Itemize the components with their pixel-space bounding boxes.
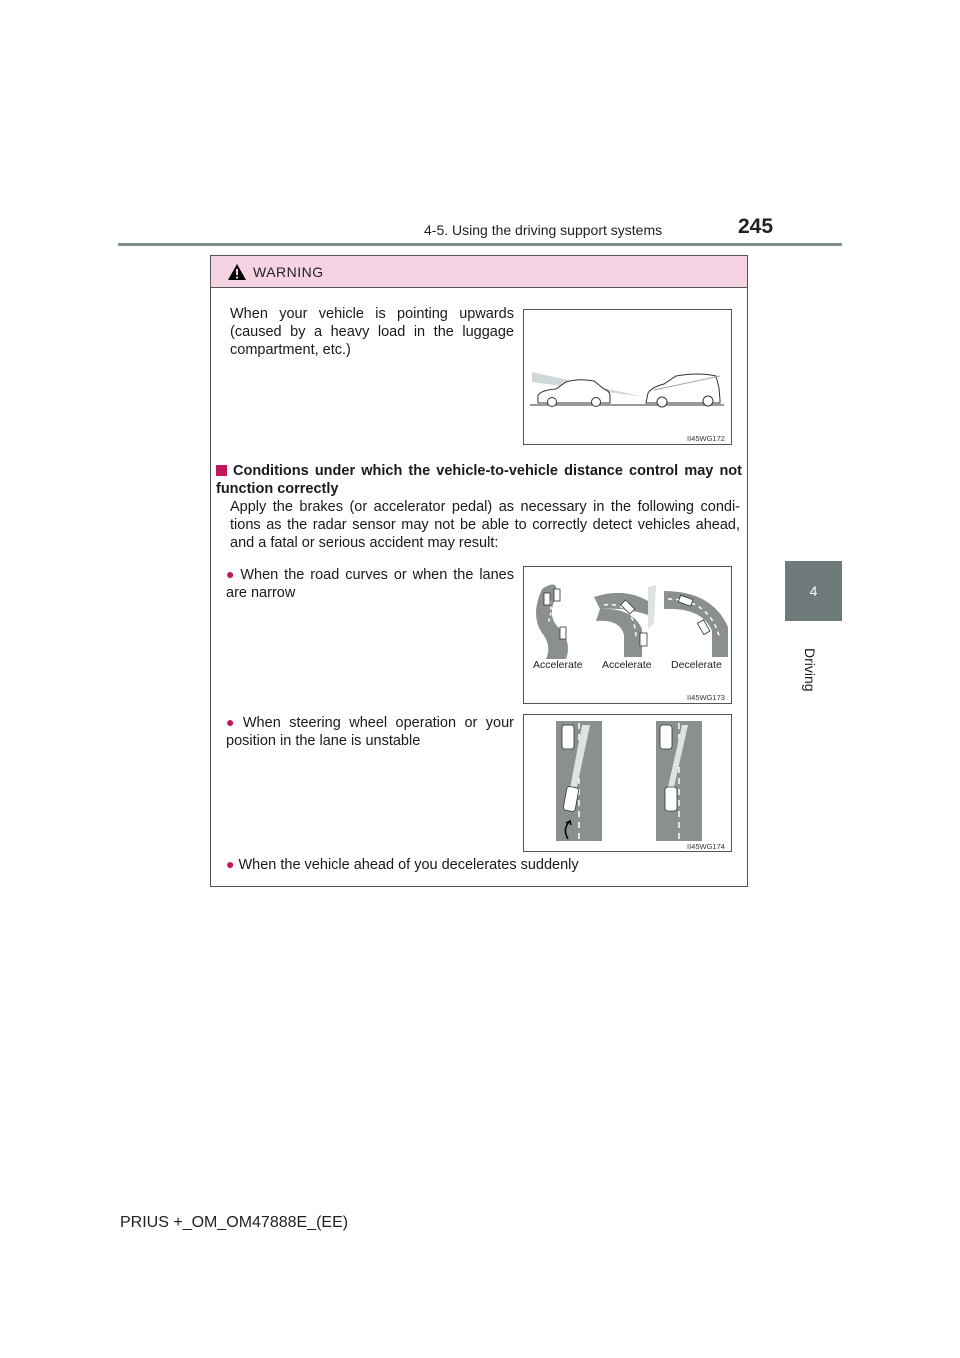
section-heading [216,462,742,498]
chapter-tab[interactable] [785,561,842,621]
bullet-item [226,713,514,750]
circle-bullet-icon: ● [226,566,237,582]
unstable-lane-illustration [524,715,732,843]
warning-title: WARNING [253,264,324,280]
header-divider [118,243,842,246]
bullet-item [226,855,736,874]
section-title: 4-5. Using the driving support systems [424,222,663,238]
circle-bullet-icon: ● [226,856,235,872]
figure-label: Decelerate [671,659,722,671]
circle-bullet-icon: ● [226,714,239,730]
square-bullet-icon [216,465,227,476]
figure-code: II45WG172 [687,434,725,443]
figure-label: Accelerate [602,659,652,671]
chapter-title: Driving [802,648,818,692]
figure-code: II45WG174 [687,842,725,851]
chapter-number: 4 [809,583,818,599]
vehicle-pointing-up-illustration [524,310,732,445]
warning-triangle-icon [227,263,247,281]
figure-curved-roads [523,566,732,704]
bullet-text: When the vehicle ahead of you decelerates suddenly [238,857,579,873]
figure-vehicle-pointing-up [523,309,732,445]
chapter-title-vertical [800,622,830,692]
section-heading-text: Conditions under which the vehicle-to-vehicle distance control may not function correctly [216,463,742,497]
warning-header [211,256,747,288]
figure-code: II45WG173 [687,693,725,702]
bullet-item [226,565,514,602]
body-paragraph: Apply the brakes (or accelerator pedal) as necessary in the following condi-tions as the radar sensor may not be able to correctly detect vehicles ahead, and a fatal or serious accident may result: [230,499,740,551]
page-number: 245 [738,215,774,238]
model-code: PRIUS +_OM_OM47888E_(EE) [120,1214,349,1231]
curved-roads-illustration [524,567,732,667]
bullet-text: When the road curves or when the lanes are narrow [226,567,514,601]
intro-paragraph: When your vehicle is pointing upwards (caused by a heavy load in the luggage compartment, etc.) [230,306,514,358]
figure-label: Accelerate [533,659,583,671]
bullet-text: When steering wheel operation or your position in the lane is unstable [226,715,514,749]
figure-unstable-lane [523,714,732,852]
